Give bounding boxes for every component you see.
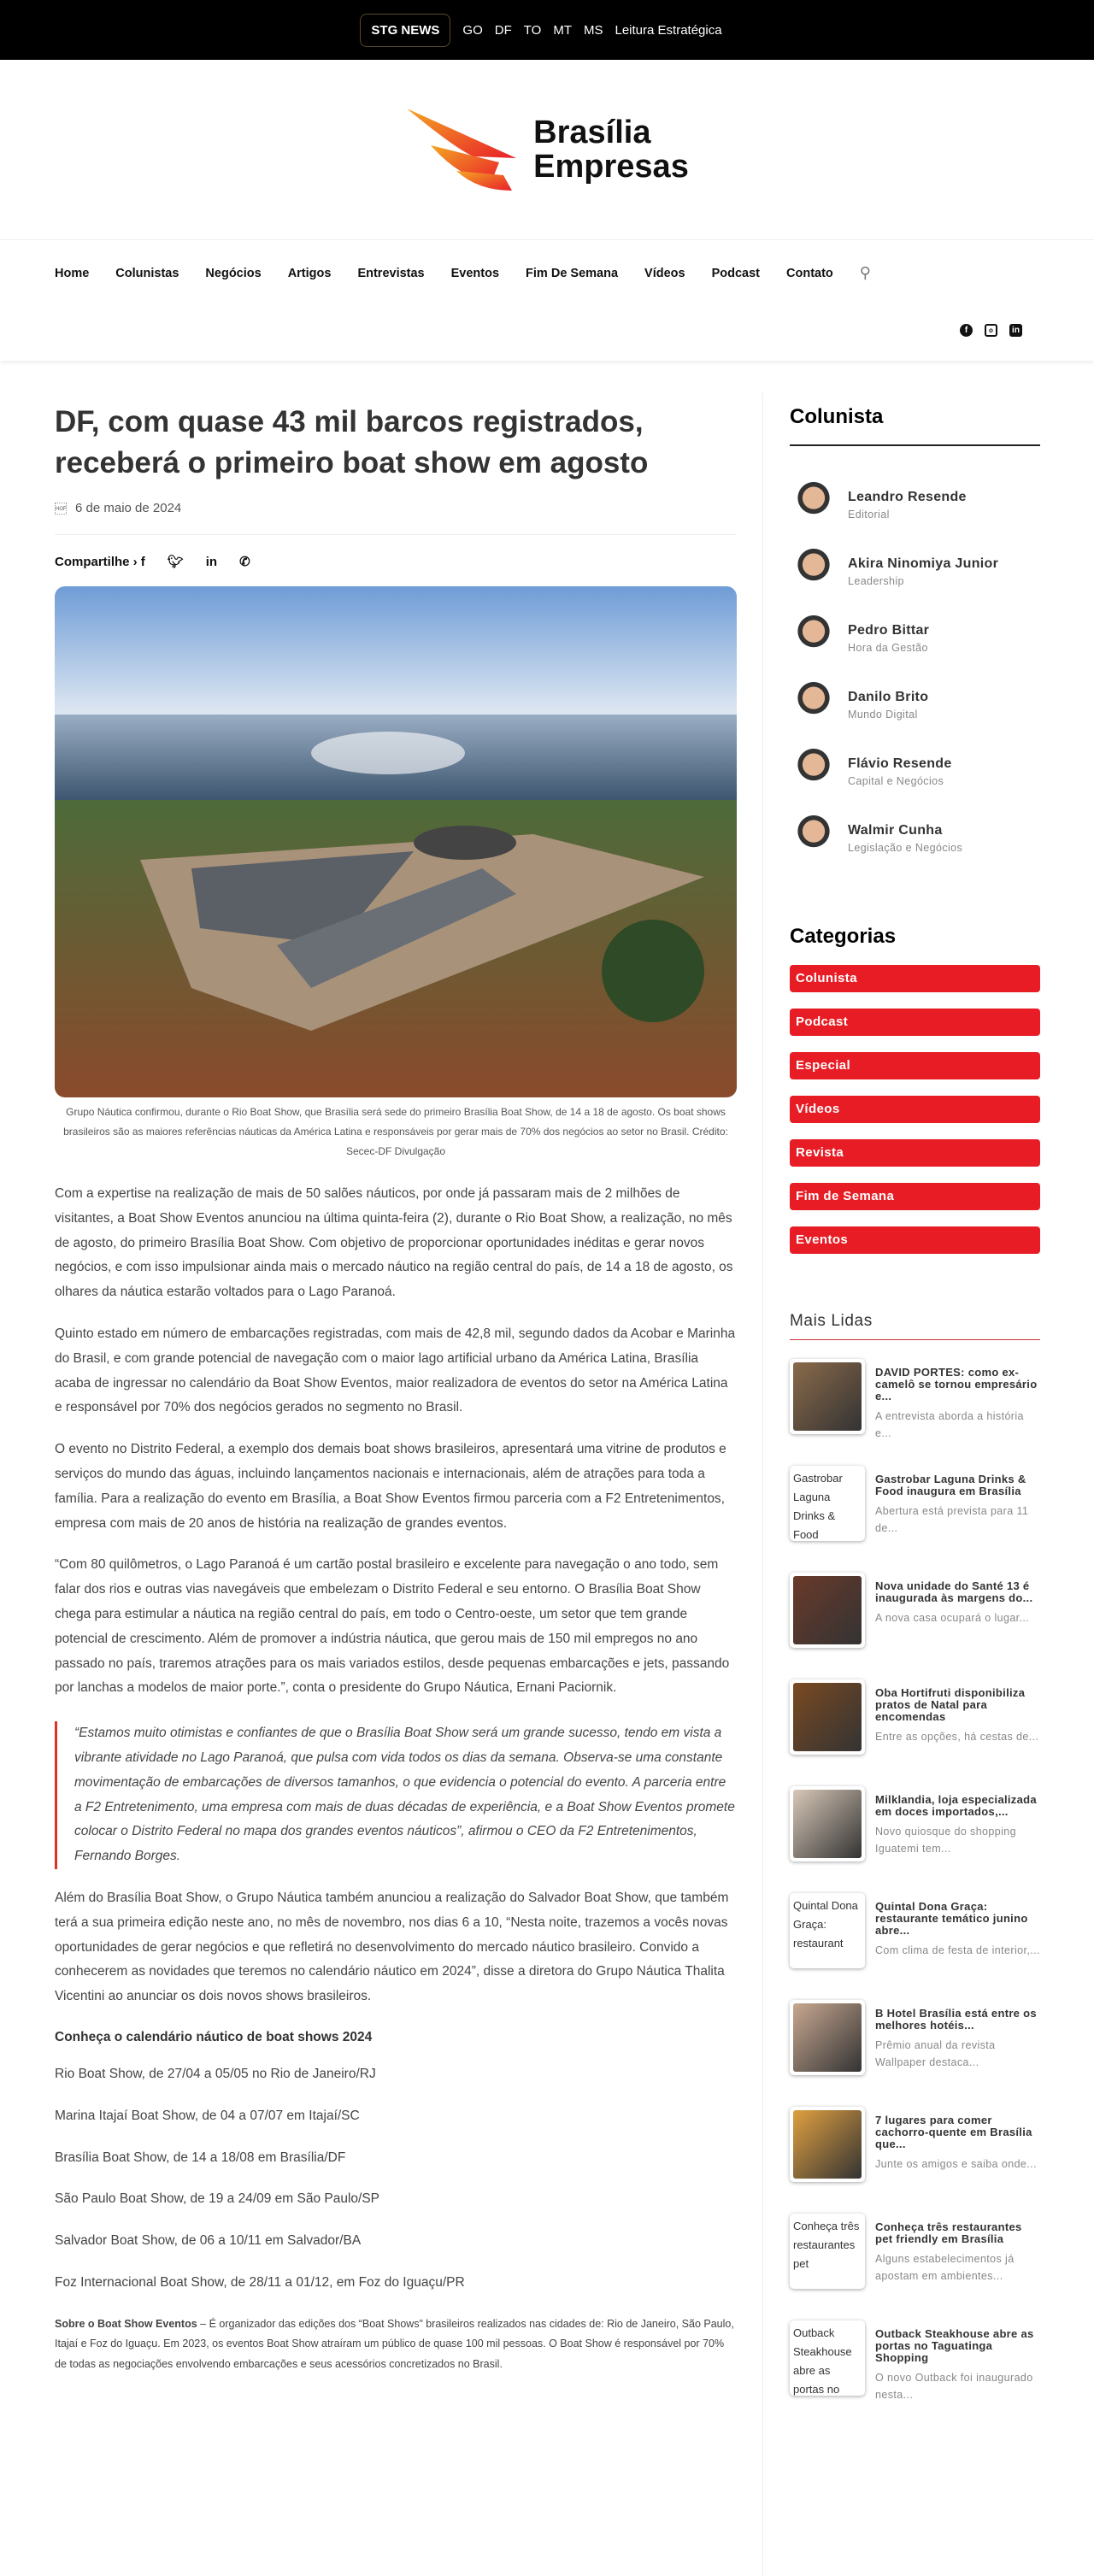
category-button[interactable]: Fim de Semana <box>790 1183 1040 1210</box>
popular-article-title[interactable]: 7 lugares para comer cachorro-quente em Brasília que... <box>875 2114 1032 2150</box>
image-alt-text: Outback Steakhouse abre as portas no <box>793 2326 852 2396</box>
columnist-name: Danilo Brito <box>848 690 929 704</box>
popular-article-title[interactable]: DAVID PORTES: como ex-camelô se tornou empresário e... <box>875 1366 1038 1403</box>
calendar-heading: Conheça o calendário náutico de boat shows 2024 <box>55 2029 373 2044</box>
category-button[interactable]: Colunista <box>790 965 1040 992</box>
linkedin-share-icon[interactable]: in <box>205 554 218 569</box>
paragraph: O evento no Distrito Federal, a exemplo dos demais boat shows brasileiros, apresentará uma vitrine de produtos e serviços do mundo das águas, incluindo lançamentos nacionais e internacionais, além de atrações para toda a família. Para a realização do evento em Brasília, a Boat Show Eventos firmou parceria com a F2 Entretenimentos, empresa com mais de 20 anos de história na realização de grandes eventos. <box>55 1442 726 1531</box>
article-thumbnail[interactable] <box>790 1679 865 1755</box>
columnist-name: Walmir Cunha <box>848 823 943 838</box>
topbar-link-ms[interactable]: MS <box>584 22 603 38</box>
calendar-item: Brasília Boat Show, de 14 a 18/08 em Brasília/DF <box>55 2150 346 2165</box>
popular-article-excerpt: Alguns estabelecimentos já apostam em ambientes... <box>875 2253 1015 2282</box>
article-thumbnail[interactable] <box>790 2107 865 2182</box>
article-thumbnail[interactable] <box>790 1359 865 1434</box>
popular-article-title[interactable]: Oba Hortifruti disponibiliza pratos de Natal para encomendas <box>875 1686 1026 1723</box>
columnist-name: Leandro Resende <box>848 490 967 504</box>
columnist-role: Leadership <box>848 575 904 587</box>
columnist-item[interactable] <box>790 747 1040 797</box>
popular-article-excerpt: Novo quiosque do shopping Iguatemi tem... <box>875 1826 1016 1855</box>
blockquote: “Estamos muito otimistas e confiantes de que o Brasília Boat Show será um grande sucesso, tendo em vista a vibrante atividade no Lago Paranoá, que pulsa com vida todos os dias da semana. Observa-se uma constante movimentação de embarcações de diversos tamanhos, o que evidencia o potencial do evento. A parceria entre a F2 Entretenimento, uma empresa com mais de duas décadas de experiência, e a Boat Show Eventos promete colocar o Distrito Federal no mapa dos grandes eventos náuticos”, afirmou o CEO da F2 Entretenimentos, Fernando Borges. <box>55 1721 737 1869</box>
share-label: Compartilhe › <box>55 554 138 569</box>
paragraph: Além do Brasília Boat Show, o Grupo Náutica também anunciou a realização do Salvador Boat Show, que também terá a sua primeira edição neste ano, no mês de novembro, nos dias 6 a 10, “Nesta noite, trazemos a vocês novas oportunidades de gerar negócios e que refletirá no desenvolvimento do mercado náutico brasileiro. Convido a conhecerem as novidades que teremos no calendário náutico em 2024”, disse a diretora do Grupo Náutica Thalita Vicentini ao anunciar os dois novos shows brasileiros. <box>55 1890 729 2004</box>
category-button[interactable]: Podcast <box>790 1009 1040 1036</box>
logo-line2: Empresas <box>533 149 689 185</box>
popular-article-excerpt: Prêmio anual da revista Wallpaper destaca... <box>875 2039 996 2068</box>
calendar-item: Marina Itajaí Boat Show, de 04 a 07/07 em Itajaí/SC <box>55 2108 360 2123</box>
columnist-item[interactable] <box>790 814 1040 863</box>
image-alt-text: Conheça três restaurantes pet <box>793 2220 860 2270</box>
avatar <box>790 548 838 596</box>
popular-article-excerpt: A nova casa ocupará o lugar... <box>875 1612 1030 1624</box>
popular-article-title[interactable]: B Hotel Brasília está entre os melhores hotéis... <box>875 2007 1037 2032</box>
nav-podcast[interactable]: Podcast <box>711 266 761 280</box>
popular-article-title[interactable]: Quintal Dona Graça: restaurante temático junino abre... <box>875 1900 1028 1937</box>
avatar <box>790 615 838 662</box>
popular-article[interactable] <box>790 1573 1040 1659</box>
columnist-item[interactable] <box>790 680 1040 730</box>
popular-article-excerpt: Junte os amigos e saiba onde... <box>875 2158 1037 2170</box>
category-button[interactable]: Vídeos <box>790 1096 1040 1123</box>
popular-article-excerpt: Entre as opções, há cestas de... <box>875 1731 1039 1743</box>
popular-article[interactable] <box>790 2214 1040 2300</box>
popular-article[interactable] <box>790 1359 1040 1445</box>
popular-article[interactable] <box>790 1679 1040 1766</box>
about-text: – É organizador das edições dos “Boat Shows” brasileiros realizados nas cidades de: Rio de Janeiro, São Paulo, Itajaí e Foz do Iguaçu. Em 2023, os eventos Boat Show atraíram um público de quase 100 mil pessoas. O Boat Show é responsável por 70% de todas as negociações envolvendo embarcações e seus acessórios concretizados no Brasil. <box>55 2317 734 2370</box>
image-alt-text: Gastrobar Laguna Drinks & Food <box>793 1472 843 1541</box>
divider <box>790 444 1040 446</box>
categorias-heading: Categorias <box>790 925 897 948</box>
stg-news-link[interactable]: STG NEWS <box>360 14 450 47</box>
image-caption: Grupo Náutica confirmou, durante o Rio Boat Show, que Brasília será sede do primeiro Brasília Boat Show, de 14 a 18 de agosto. Os boat shows brasileiros são as maiores referências náuticas da América Latina e responsáveis por gerar mais de 70% dos negócios ao setor no Brasil. Crédito: Secec-DF Divulgação <box>63 1106 728 1157</box>
columnist-name: Flávio Resende <box>848 756 952 771</box>
paragraph: Quinto estado em número de embarcações registradas, com mais de 42,8 mil, segundo dados da Acobar e Marinha do Brasil, e com grande potencial de navegação com o maior lago artificial urbano da América Latina, Brasília acaba de ingressar no calendário da Boat Show Eventos, maior realizadora de eventos do setor na América Latina e responsável por 70% dos negócios gerados no segmento no Brasil. <box>55 1326 736 1415</box>
nav-negocios[interactable]: Negócios <box>205 266 262 280</box>
calendar-item: Foz Internacional Boat Show, de 28/11 a 01/12, em Foz do Iguaçu/PR <box>55 2274 465 2290</box>
popular-article-title[interactable]: Conheça três restaurantes pet friendly em Brasília <box>875 2220 1022 2245</box>
article <box>55 402 737 2374</box>
avatar <box>790 481 838 529</box>
top-bar <box>0 0 1094 60</box>
paragraph: “Com 80 quilômetros, o Lago Paranoá é um cartão postal brasileiro e excelente para navegação o ano todo, sem falar dos rios e outras vias navegáveis que embelezam o Distrito Federal e seu entorno. O Brasília Boat Show chega para estimular a náutica na região central do país, em todo o Centro-oeste, um setor que tem grande potencial de crescimento. Além de promover a indústria náutica, que gerou mais de 150 mil empregos no ano passado no país, traremos atrações para os mais variados estilos, desde pequenas embarcações e jets, passando por lanchas a modelos de maior porte.”, conta o presidente do Grupo Náutica, Ernani Paciornik. <box>55 1557 730 1696</box>
columnist-role: Capital e Negócios <box>848 775 944 787</box>
topbar-link-to[interactable]: TO <box>523 22 542 38</box>
popular-article-excerpt: Abertura está prevista para 11 de... <box>875 1505 1029 1534</box>
nav-contato[interactable]: Contato <box>786 266 833 280</box>
calendar-item: São Paulo Boat Show, de 19 a 24/09 em São Paulo/SP <box>55 2191 380 2207</box>
popular-article-title[interactable]: Nova unidade do Santé 13 é inaugurada às margens do... <box>875 1579 1033 1604</box>
popular-article[interactable] <box>790 2320 1040 2407</box>
nav-entrevistas[interactable]: Entrevistas <box>357 266 425 280</box>
nav-artigos[interactable]: Artigos <box>287 266 332 280</box>
calendar-item: Salvador Boat Show, de 06 a 10/11 em Salvador/BA <box>55 2233 362 2249</box>
popular-article-excerpt: A entrevista aborda a história e... <box>875 1410 1024 1439</box>
popular-article[interactable] <box>790 1786 1040 1873</box>
logo-line1: Brasília <box>533 115 651 150</box>
nav-colunistas[interactable]: Colunistas <box>115 266 179 280</box>
facebook-icon[interactable]: f <box>960 324 973 337</box>
calendar-icon: HOF <box>55 503 67 515</box>
sidebar <box>762 393 1094 2576</box>
columnist-item[interactable] <box>790 614 1040 663</box>
article-date: 6 de maio de 2024 <box>75 501 182 515</box>
article-title: DF, com quase 43 mil barcos registrados, receberá o primeiro boat show em agosto <box>55 405 649 479</box>
popular-article-title[interactable]: Outback Steakhouse abre as portas no Taguatinga Shopping <box>875 2327 1034 2364</box>
topbar-link-mt[interactable]: MT <box>553 22 572 38</box>
divider <box>55 534 737 535</box>
article-thumbnail[interactable] <box>790 2000 865 2075</box>
nav-videos[interactable]: Vídeos <box>644 266 685 280</box>
popular-article[interactable] <box>790 1893 1040 1979</box>
article-thumbnail[interactable] <box>790 1786 865 1861</box>
search-icon[interactable]: ⚲ <box>859 264 871 281</box>
popular-article[interactable] <box>790 2000 1040 2086</box>
instagram-icon[interactable]: o <box>985 324 997 337</box>
broken-image-thumbnail[interactable] <box>790 1466 865 1541</box>
mais-lidas-heading: Mais Lidas <box>790 1312 873 1330</box>
columnist-role: Legislação e Negócios <box>848 842 963 854</box>
popular-article[interactable] <box>790 2107 1040 2193</box>
article-thumbnail[interactable] <box>790 1573 865 1648</box>
columnist-role: Hora da Gestão <box>848 642 928 654</box>
topbar-link-df[interactable]: DF <box>494 22 512 38</box>
columnist-role: Mundo Digital <box>848 709 918 720</box>
avatar <box>790 815 838 862</box>
avatar <box>790 681 838 729</box>
main-nav <box>0 239 1094 361</box>
linkedin-icon[interactable]: in <box>1009 324 1022 337</box>
columnist-name: Akira Ninomiya Junior <box>848 556 999 571</box>
popular-article-excerpt: Com clima de festa de interior,... <box>875 1944 1040 1956</box>
category-button[interactable]: Eventos <box>790 1226 1040 1254</box>
facebook-share-icon[interactable]: f <box>140 554 145 569</box>
colunista-heading: Colunista <box>790 405 884 428</box>
avatar <box>790 748 838 796</box>
calendar-item: Rio Boat Show, de 27/04 a 05/05 no Rio de Janeiro/RJ <box>55 2066 376 2081</box>
whatsapp-share-icon[interactable]: ✆ <box>239 555 250 569</box>
broken-image-thumbnail[interactable] <box>790 2320 865 2396</box>
topbar-link-leitura[interactable]: Leitura Estratégica <box>615 22 722 38</box>
popular-article-excerpt: O novo Outback foi inaugurado nesta... <box>875 2372 1033 2401</box>
about-paragraph <box>55 2314 737 2375</box>
columnist-role: Editorial <box>848 509 890 520</box>
divider <box>790 1339 1040 1340</box>
popular-article-title[interactable]: Gastrobar Laguna Drinks & Food inaugura em Brasília <box>875 1473 1026 1497</box>
bird-logo-icon <box>405 107 525 192</box>
nav-eventos[interactable]: Eventos <box>450 266 500 280</box>
broken-image-thumbnail[interactable] <box>790 1893 865 1968</box>
columnist-item[interactable] <box>790 480 1040 530</box>
broken-image-thumbnail[interactable] <box>790 2214 865 2289</box>
topbar-link-go[interactable]: GO <box>462 22 483 38</box>
image-alt-text: Quintal Dona Graça: restaurant <box>793 1899 858 1950</box>
site-logo[interactable] <box>0 60 1094 239</box>
share-bar <box>55 554 737 569</box>
nav-fim-de-semana[interactable]: Fim De Semana <box>526 266 619 280</box>
columnist-item[interactable] <box>790 547 1040 597</box>
category-button[interactable]: Especial <box>790 1052 1040 1079</box>
article-hero-image <box>55 586 737 1097</box>
columnist-name: Pedro Bittar <box>848 623 930 638</box>
popular-article[interactable] <box>790 1466 1040 1552</box>
about-bold: Sobre o Boat Show Eventos <box>55 2317 197 2330</box>
nav-home[interactable]: Home <box>55 266 90 280</box>
twitter-share-icon[interactable]: 🐦︎ <box>167 555 184 569</box>
popular-article-title[interactable]: Milklandia, loja especializada em doces importados,... <box>875 1793 1037 1818</box>
category-button[interactable]: Revista <box>790 1139 1040 1167</box>
paragraph: Com a expertise na realização de mais de 50 salões náuticos, por onde já passaram mais de 2 milhões de visitantes, a Boat Show Eventos anunciou na última quinta-feira (2), durante o Rio Boat Show, a realização, no mês de agosto, do primeiro Brasília Boat Show. Com objetivo de proporcionar oportunidades inéditas e gerar novos negócios, e com isso impulsionar ainda mais o mercado náutico na região central do país, de 14 a 18 de agosto, os olhares da náutica estarão voltados para o Lago Paranoá. <box>55 1186 733 1300</box>
